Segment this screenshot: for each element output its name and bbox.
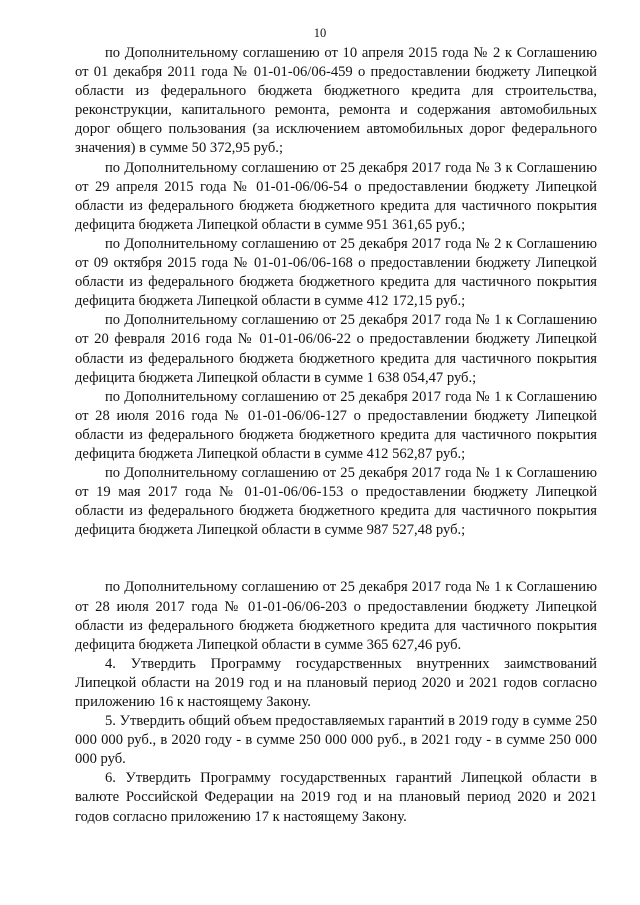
paragraph-agreement-2015-04-10: по Дополнительному соглашению от 10 апреля 2015 года № 2 к Соглашению от 01 декабря 2011 года № 01-01-06/06-459 о предоставлении бюджету Липецкой области из федерального бюджета бюджетного кредита для строительства, реконструкции, капитального ремонта, ремонта и содержания автомобильных дорог общего пользования (за исключением автомобильных дорог федерального значения) в сумме 50 372,95 руб.; [75,45,597,157]
page-number: 10 [313,26,327,40]
paragraph-agreement-2017-05-19: по Дополнительному соглашению от 25 декабря 2017 года № 1 к Соглашению от 19 мая 2017 года № 01-01-06/06-153 о предоставлении бюджету Липецкой области из федерального бюджета бюджетного кредита для частичного покрытия дефицита бюджета Липецкой области в сумме 987 527,48 руб.; [75,465,597,539]
paragraph-agreement-2016-02-20: по Дополнительному соглашению от 25 декабря 2017 года № 1 к Соглашению от 20 февраля 2016 года № 01-01-06/06-22 о предоставлении бюджету Липецкой области из федерального бюджета бюджетного кредита для частичного покрытия дефицита бюджета Липецкой области в сумме 1 638 054,47 руб.; [75,312,597,386]
paragraph-item-4: 4. Утвердить Программу государственных внутренних заимствований Липецкой области на 2019 год и на плановый период 2020 и 2021 годов согласно приложению 16 к настоящему Закону. [75,655,597,710]
paragraph-agreement-2016-07-28: по Дополнительному соглашению от 25 декабря 2017 года № 1 к Соглашению от 28 июля 2016 года № 01-01-06/06-127 о предоставлении бюджету Липецкой области из федерального бюджета бюджетного кредита для частичного покрытия дефицита бюджета Липецкой области в сумме 412 562,87 руб.; [75,388,597,462]
paragraph-item-5: 5. Утвердить общий объем предоставляемых гарантий в 2019 году в сумме 250 000 000 руб., в 2020 году - в сумме 250 000 000 руб., в 2021 году - в сумме 250 000 000 руб. [75,713,597,768]
paragraph-item-6: 6. Утвердить Программу государственных гарантий Липецкой области в валюте Российской Федерации на 2019 год и на плановый период 2020 и 2021 годов согласно приложению 17 к настоящему Закону. [75,770,597,825]
paragraph-agreement-2015-04-29: по Дополнительному соглашению от 25 декабря 2017 года № 3 к Соглашению от 29 апреля 2015 года № 01-01-06/06-54 о предоставлении бюджету Липецкой области из федерального бюджета бюджетного кредита для частичного покрытия дефицита бюджета Липецкой области в сумме 951 361,65 руб.; [75,159,597,233]
paragraph-agreement-2015-10-09: по Дополнительному соглашению от 25 декабря 2017 года № 2 к Соглашению от 09 октября 2015 года № 01-01-06/06-168 о предоставлении бюджету Липецкой области из федерального бюджета бюджетного кредита для частичного покрытия дефицита бюджета Липецкой области в сумме 412 172,15 руб.; [75,235,597,310]
document-body [75,44,597,827]
paragraph-agreement-2017-07-28: по Дополнительному соглашению от 25 декабря 2017 года № 1 к Соглашению от 28 июля 2017 года № 01-01-06/06-203 о предоставлении бюджету Липецкой области из федерального бюджета бюджетного кредита для частичного покрытия дефицита бюджета Липецкой области в сумме 365 627,46 руб. [75,579,597,653]
